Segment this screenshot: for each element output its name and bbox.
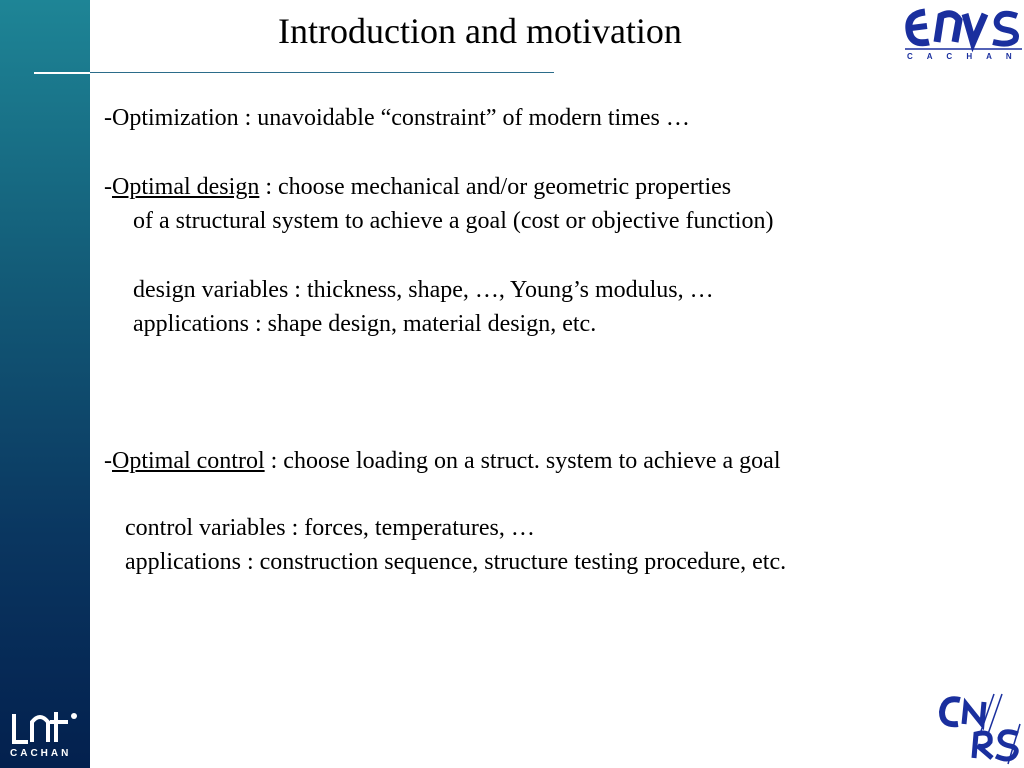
- ens-cachan-sub: C A C H A N: [907, 52, 1018, 60]
- optimal-control-description: : choose loading on a struct. system to achieve a goal: [264, 448, 781, 474]
- lmt-cachan-label: CACHAN: [10, 748, 72, 759]
- title-underline-rule: [34, 72, 554, 73]
- ens-cachan-logo-icon: [903, 2, 1024, 60]
- optimal-control-term: Optimal control: [112, 448, 265, 474]
- control-variables-line: control variables : forces, temperatures, …: [125, 515, 535, 541]
- optimal-design-continuation: of a structural system to achieve a goal (cost or objective function): [133, 208, 774, 234]
- design-variables-line: design variables : thickness, shape, …, Young’s modulus, …: [133, 277, 714, 303]
- design-applications-line: applications : shape design, material design, etc.: [133, 311, 597, 337]
- optimal-design-term: Optimal design: [112, 174, 260, 200]
- slide-title: Introduction and motivation: [278, 11, 682, 51]
- bullet-optimal-design: [104, 173, 731, 201]
- control-applications-line: applications : construction sequence, structure testing procedure, etc.: [125, 549, 787, 575]
- title-rule-sidebar-segment: [34, 72, 90, 74]
- bullet-optimal-control: [104, 447, 781, 475]
- left-sidebar-band: [0, 0, 90, 768]
- bullet-dash: -: [104, 448, 112, 474]
- bullet-dash: -: [104, 174, 112, 200]
- cnrs-logo-icon: [938, 690, 1022, 766]
- bullet-optimization: -Optimization : unavoidable “constraint” of modern times …: [104, 105, 690, 131]
- optimal-design-description: : choose mechanical and/or geometric properties: [259, 174, 732, 200]
